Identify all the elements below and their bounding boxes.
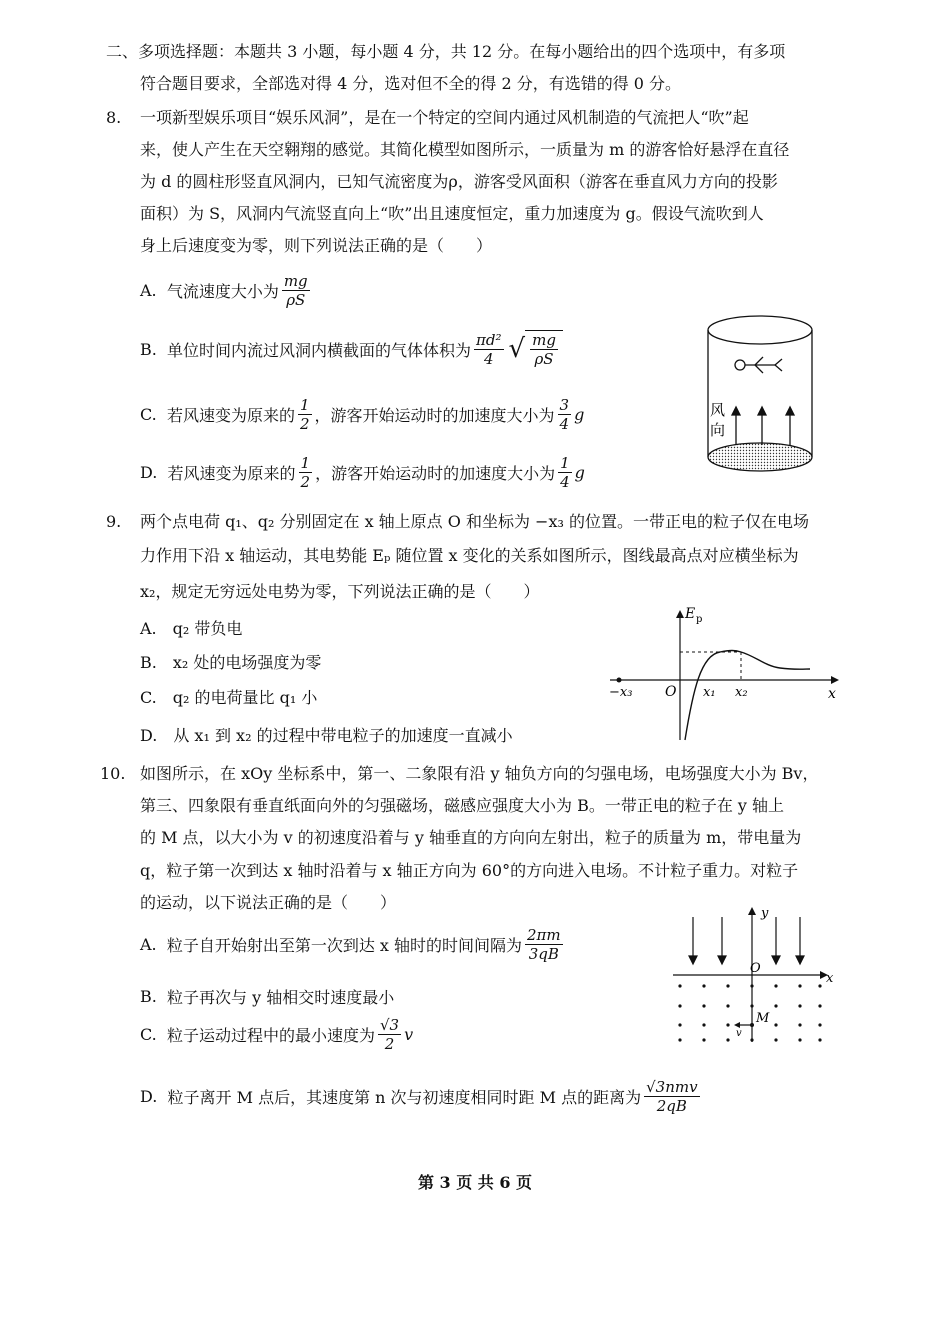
q9-line: 两个点电荷 q₁、q₂ 分别固定在 x 轴上原点 O 和坐标为 −x₃ 的位置。一带正电的粒子仅在电场 (140, 512, 809, 531)
svg-text:O: O (665, 684, 677, 700)
wind-label: 向 (710, 421, 726, 439)
q9-option-d[interactable]: D. 从 x₁ 到 x₂ 的过程中带电粒子的加速度一直减小 (140, 726, 513, 745)
q10-line: 第三、四象限有垂直纸面向外的匀强磁场，磁感应强度大小为 B。一带正电的粒子在 y 轴上 (140, 796, 785, 815)
page-footer: 第 3 页 共 6 页 (417, 1173, 533, 1192)
q10-line: q，粒子第一次到达 x 轴时沿着与 x 轴正方向为 60°的方向进入电场。不计粒子重力。对粒子 (140, 861, 799, 880)
svg-text:p: p (696, 614, 703, 625)
svg-text:x₂: x₂ (735, 685, 748, 700)
q9-line: 力作用下沿 x 轴运动，其电势能 Eₚ 随位置 x 变化的关系如图所示，图线最高点对应横坐标为 (140, 546, 799, 565)
q10-option-c[interactable]: C. 粒子运动过程中的最小速度为 $\frac{√3}{2}$ v (140, 1016, 414, 1053)
sqrt: √ $\frac{mg}{\rho S}$ (509, 330, 563, 368)
q9-option-a[interactable]: A. q₂ 带负电 (140, 619, 243, 638)
electric-field-arrows (689, 917, 804, 964)
q10-option-d[interactable]: D. 粒子离开 M 点后，其速度第 n 次与初速度相同时距 M 点的距离为 $\frac{\text{√3nmv}}{2qB}$ (140, 1078, 698, 1115)
wind-label: 风 (710, 401, 726, 419)
q8-option-d[interactable]: D. 若风速变为原来的 $\frac{1}{2}$ ，游客开始运动时的加速度大小为 $\frac{1}{4}$ g (140, 454, 585, 491)
q9-option-b[interactable]: B. x₂ 处的电场强度为零 (140, 653, 322, 672)
svg-text:E: E (685, 606, 696, 622)
q10-option-b[interactable]: B. 粒子再次与 y 轴相交时速度最小 (140, 987, 395, 1007)
svg-text:−x₃: −x₃ (609, 685, 633, 700)
q8-number: 8. (106, 108, 122, 127)
q8-line: 一项新型娱乐项目“娱乐风洞”，是在一个特定的空间内通过风机制造的气流把人“吹”起 (140, 108, 749, 127)
q9-number: 9. (106, 512, 122, 531)
wind-arrows (732, 407, 794, 445)
fraction: $\frac{\text{πd²}}{4}$ (476, 330, 502, 368)
q9-option-c[interactable]: C. q₂ 的电荷量比 q₁ 小 (140, 688, 318, 707)
ep-graph (605, 600, 845, 745)
q8-line: 来，使人产生在天空翱翔的感觉。其简化模型如图所示，一质量为 m 的游客恰好悬浮在直径 (140, 140, 790, 159)
q10-option-a[interactable]: A. 粒子自开始射出至第一次到达 x 轴时的时间间隔为 $\frac{2\pi m}{3qB}$ (140, 926, 561, 963)
charge-q2-point (617, 678, 622, 683)
wind-tunnel-figure (700, 305, 820, 480)
person-icon (735, 357, 782, 373)
q10-line: 的 M 点，以大小为 v 的初速度沿着与 y 轴垂直的方向向左射出，粒子的质量为 m，带电量为 (140, 828, 802, 847)
magnetic-field-dots (678, 984, 821, 1041)
q8-line: 面积）为 S，风洞内气流竖直向上“吹”出且速度恒定，重力加速度为 g。假设气流吹到人 (140, 204, 764, 223)
svg-text:M: M (756, 1011, 770, 1026)
q10-number: 10. (100, 764, 126, 783)
q9-line: x₂，规定无穷远处电势为零，下列说法正确的是（ ） (140, 582, 540, 601)
fraction: $\frac{mg}{\rho S}$ (283, 272, 308, 309)
svg-text:y: y (761, 906, 769, 921)
q10-line: 的运动，以下说法正确的是（ ） (140, 893, 397, 912)
svg-text:v: v (736, 1028, 742, 1039)
svg-text:x: x (828, 686, 836, 702)
q8-line: 身上后速度变为零，则下列说法正确的是（ ） (140, 236, 493, 255)
svg-text:x₁: x₁ (703, 685, 716, 700)
q8-option-b[interactable]: B. 单位时间内流过风洞内横截面的气体体积为 $\frac{\text{πd²}}{4}$ √ $\frac{mg}{\rho S}$ (140, 330, 563, 368)
q10-line: 如图所示，在 xOy 坐标系中，第一、二象限有沿 y 轴负方向的匀强电场，电场强度大小为 Bv， (140, 764, 819, 783)
svg-text:x: x (826, 971, 834, 986)
svg-text:O: O (750, 961, 761, 976)
q8-option-c[interactable]: C. 若风速变为原来的 $\frac{1}{2}$ ，游客开始运动时的加速度大小为 $\frac{3}{4}$ g (140, 396, 585, 433)
section-header-line2: 符合题目要求，全部选对得 4 分，选对但不全的得 2 分，有选错的得 0 分。 (140, 74, 682, 93)
section-header-line1: 二、多项选择题：本题共 3 小题，每小题 4 分，共 12 分。在每小题给出的四个选项中，有多项 (106, 42, 786, 61)
field-figure (668, 902, 838, 1047)
q8-line: 为 d 的圆柱形竖直风洞内，已知气流密度为ρ，游客受风面积（游客在垂直风力方向的投影 (140, 172, 778, 191)
q8-option-a[interactable]: A. 气流速度大小为 $\frac{mg}{\rho S}$ (140, 272, 308, 309)
